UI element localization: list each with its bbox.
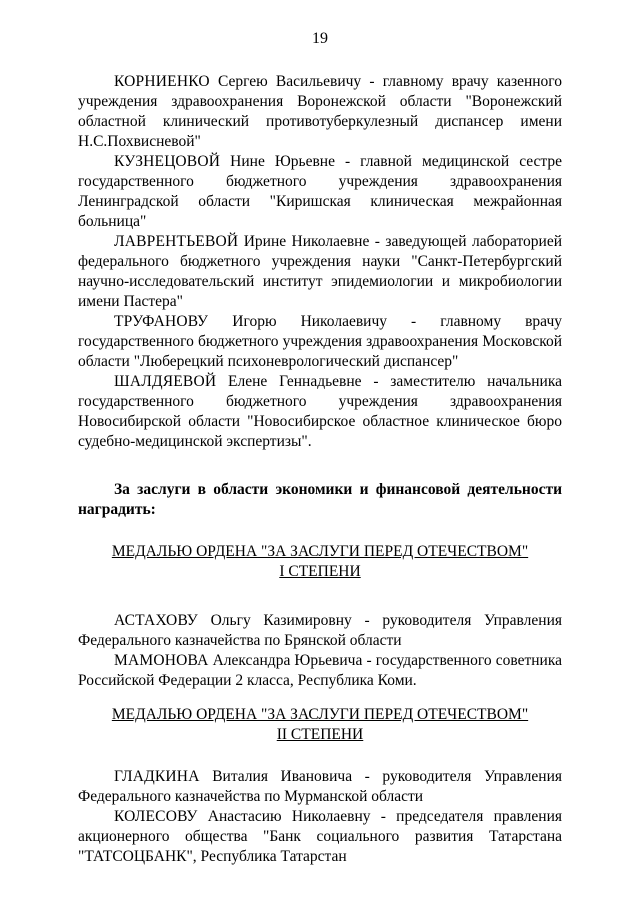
award-entry [78,372,562,452]
entry-text: Ольгу Казимировну - руководителя Управления Федерального казначейства по Брянской области [78,612,562,649]
entry-text: Анастасию Николаевну - председателя правления акционерного общества "Банк социального развития Татарстана "ТАТСОЦБАНК", Республика Татарстан [78,808,563,865]
entry-surname: КОЛЕСОВУ [114,808,198,825]
entry-surname: КОРНИЕНКО [114,73,210,90]
section-heading: За заслуги в области экономики и финансовой деятельности наградить: [78,481,562,518]
medal-title: МЕДАЛЬЮ ОРДЕНА "ЗА ЗАСЛУГИ ПЕРЕД ОТЕЧЕСТВОМ" [111,543,529,560]
award-entry [78,312,562,372]
award-entry [78,232,562,312]
medal-degree: I СТЕПЕНИ [279,563,361,580]
award-entry [78,611,562,651]
award-entry [78,72,562,152]
entry-surname: ГЛАДКИНА [114,768,200,785]
award-entry [78,767,562,807]
entry-surname: ШАЛДЯЕВОЙ [114,373,217,390]
award-entry [78,807,562,867]
entry-surname: ТРУФАНОВУ [114,313,209,330]
entry-surname: АСТАХОВУ [114,612,198,629]
entry-text: Виталия Ивановича - руководителя Управления Федерального казначейства по Мурманской области [78,768,562,805]
medal-degree: II СТЕПЕНИ [276,726,364,743]
entry-surname: МАМОНОВА [114,652,209,669]
document-body [78,72,562,867]
page-number: 19 [312,30,328,47]
entry-text: Александра Юрьевича - государственного советника Российской Федерации 2 класса, Республика Коми. [78,652,562,689]
medal-heading-second-degree [78,705,562,745]
entry-surname: ЛАВРЕНТЬЕВОЙ [114,233,239,250]
medal-heading-first-degree [78,542,562,582]
entry-text: Игорю Николаевичу - главному врачу государственного бюджетного учреждения здравоохранения Московской области "Люберецкий психоневрологический диспансер" [78,313,562,370]
award-entry [78,152,562,232]
entry-text: Нине Юрьевне - главной медицинской сестре государственного бюджетного учреждения здравоохранения Ленинградской области "Киришская клиническая межрайонная больница" [78,153,562,230]
award-entry [78,651,562,691]
entry-text: Сергею Васильевичу - главному врачу казенного учреждения здравоохранения Воронежской области "Воронежский областной клинический противотуберкулезный диспансер имени Н.С.Похвисневой" [78,73,563,150]
entry-text: Елене Геннадьевне - заместителю начальника государственного бюджетного учреждения здравоохранения Новосибирской области "Новосибирское областное клиническое бюро судебно-медицинской экспертизы". [78,373,562,450]
medal-title: МЕДАЛЬЮ ОРДЕНА "ЗА ЗАСЛУГИ ПЕРЕД ОТЕЧЕСТВОМ" [111,706,529,723]
entry-text: Ирине Николаевне - заведующей лабораторией федерального бюджетного учреждения науки "Санкт-Петербургский научно-исследовательский институт эпидемиологии и микробиологии имени Пастера" [78,233,562,310]
entry-surname: КУЗНЕЦОВОЙ [114,153,221,170]
